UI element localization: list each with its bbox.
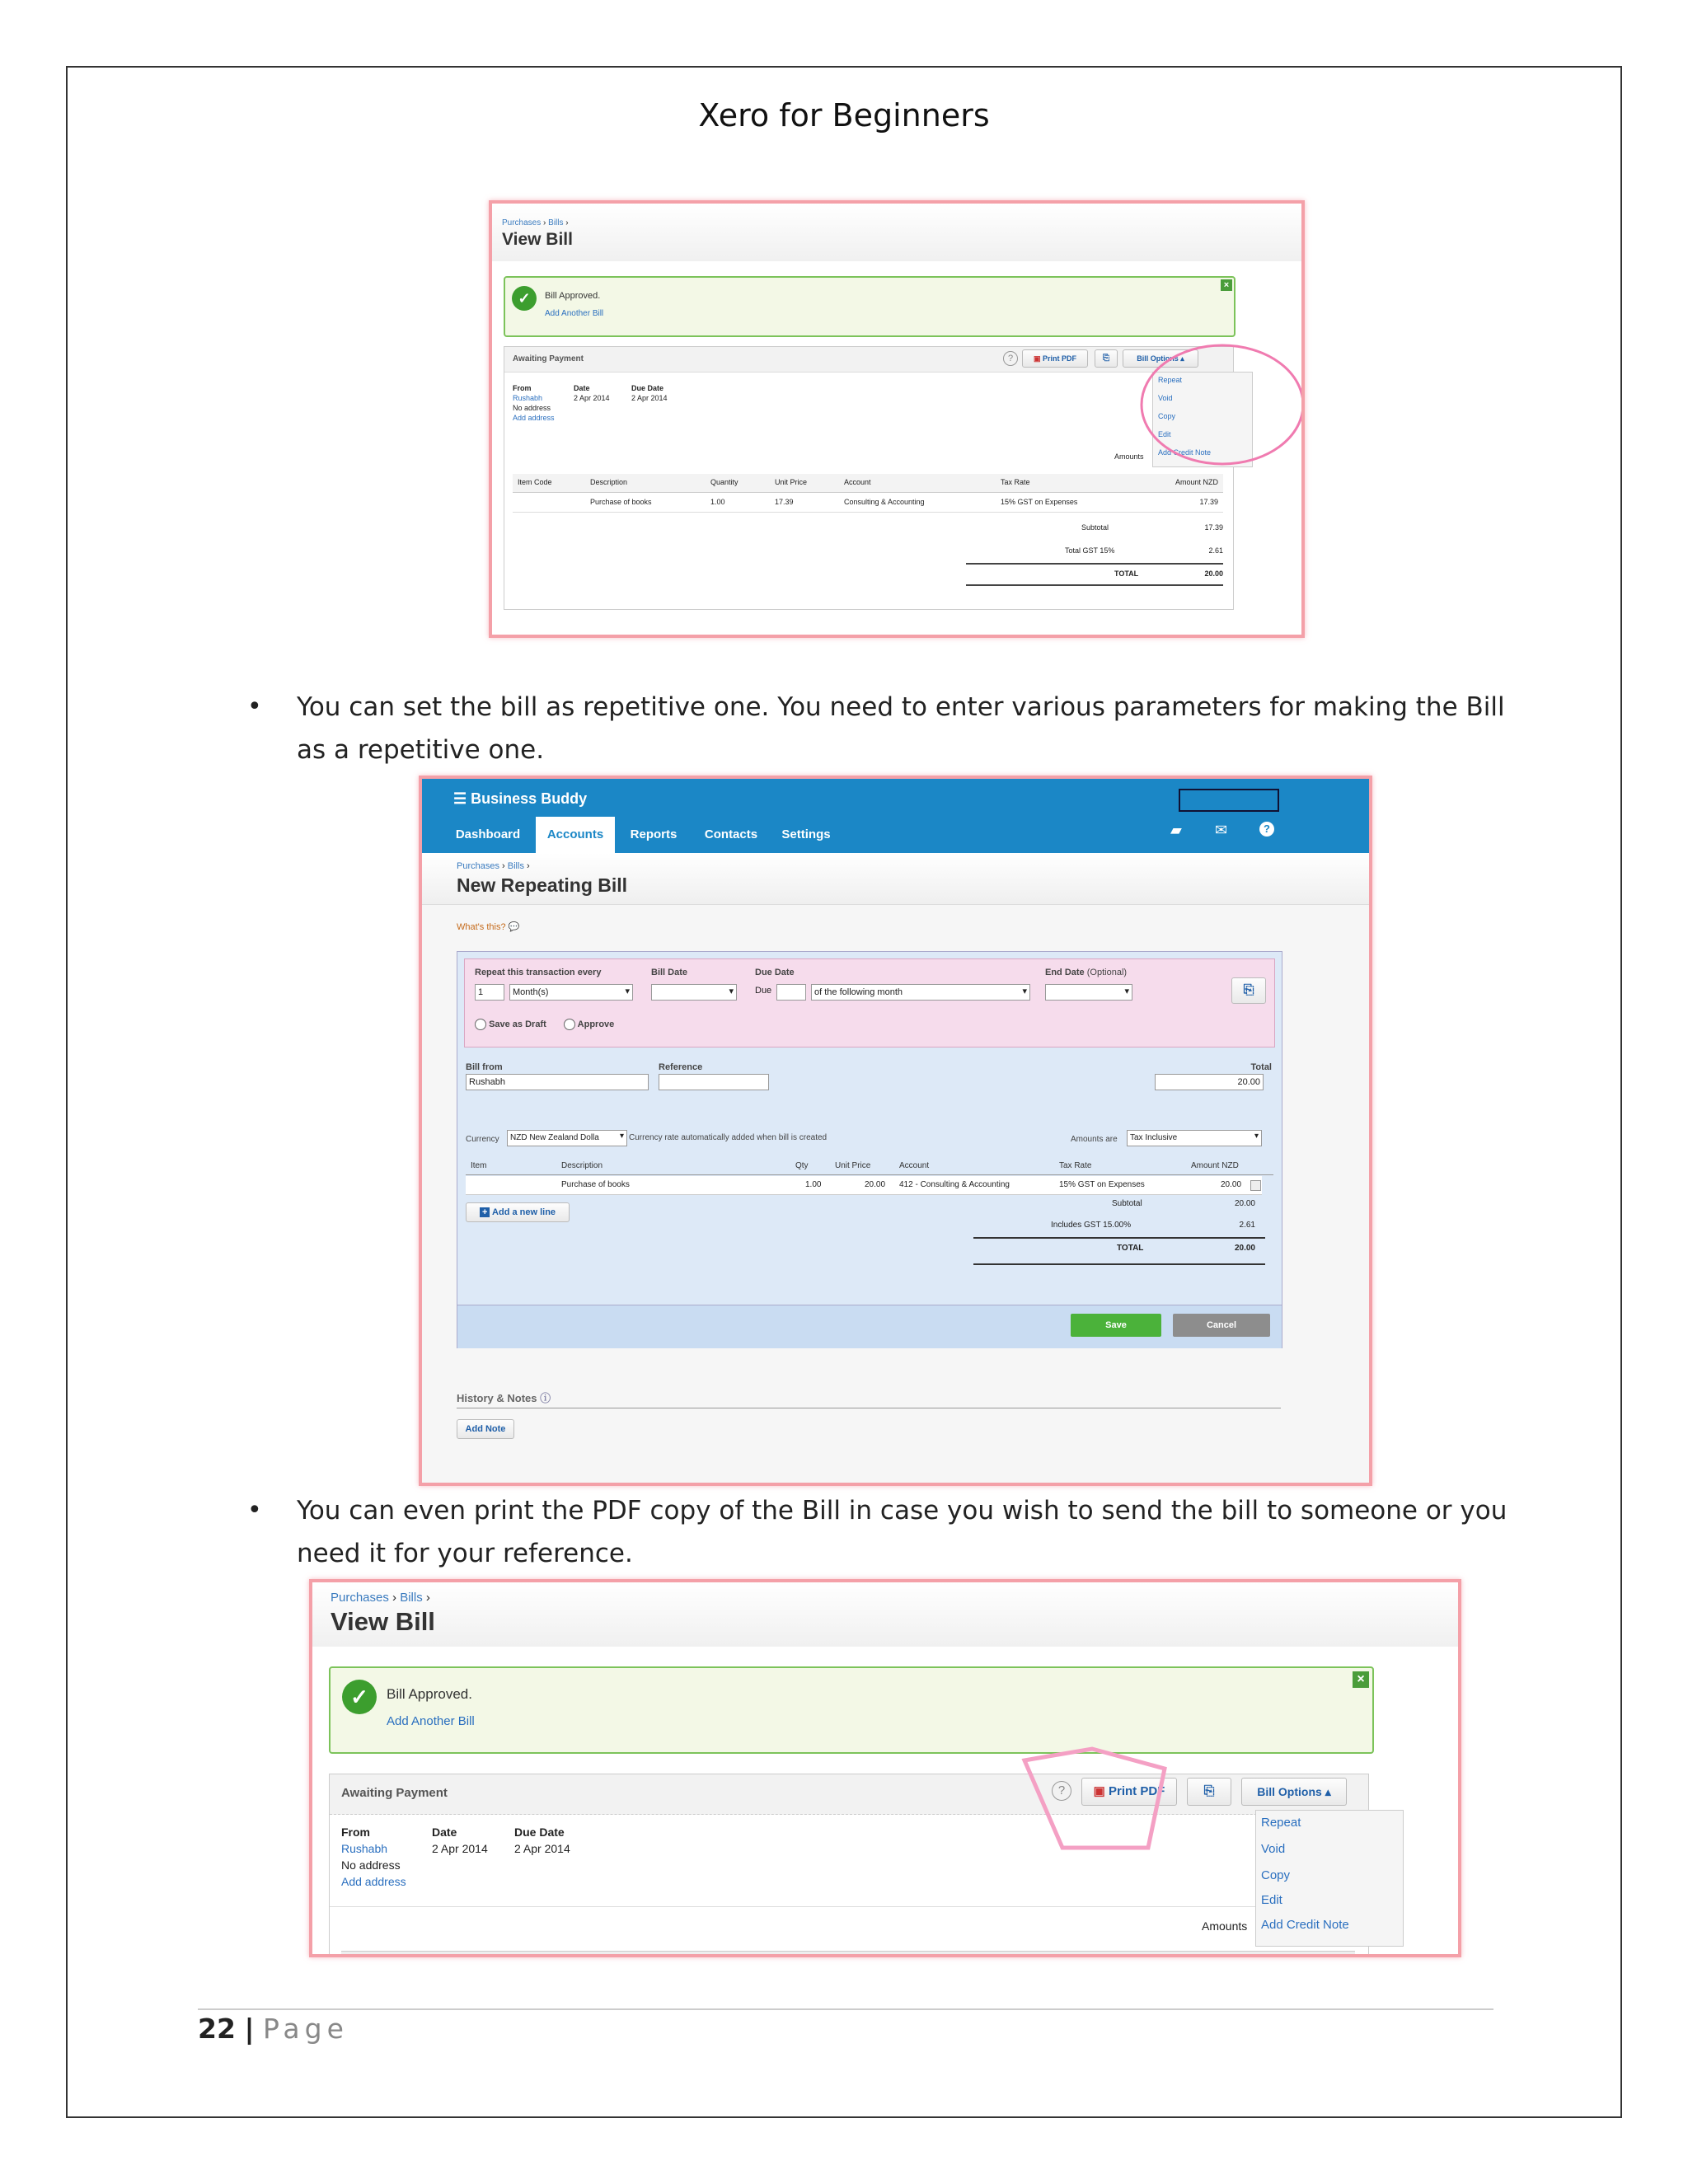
screenshot-new-repeating-bill (419, 776, 1372, 1486)
user-box[interactable] (1179, 789, 1279, 812)
close-icon[interactable]: × (1353, 1671, 1369, 1688)
menu-item-repeat[interactable]: Repeat (1261, 1816, 1301, 1830)
pdf-icon: ▣ (1033, 354, 1041, 363)
reference-label: Reference (659, 1062, 703, 1072)
menu-item-add-credit-note[interactable]: Add Credit Note (1261, 1918, 1349, 1932)
breadcrumb-sep: › (392, 1591, 397, 1605)
help-icon[interactable]: ⓘ (540, 1392, 551, 1404)
repeat-unit-select[interactable] (509, 984, 633, 1001)
due-prefix: Due (755, 986, 772, 996)
end-date-label (1045, 968, 1127, 977)
grand-total-label: TOTAL (1117, 1244, 1144, 1253)
add-new-line-label: Add a new line (492, 1207, 556, 1217)
gst-value: 2.61 (1239, 1221, 1255, 1230)
repeat-unit-value: Month(s) (513, 987, 549, 997)
bill-from-label: Bill from (466, 1062, 503, 1072)
from-value-link[interactable]: Rushabh (513, 394, 543, 402)
due-date-value: 2 Apr 2014 (631, 394, 668, 402)
repeat-count-input[interactable]: 1 (475, 984, 504, 1001)
save-as-draft-label: Save as Draft (489, 1019, 546, 1029)
bill-from-input[interactable]: Rushabh (466, 1074, 649, 1090)
amounts-are-label: Amounts are (1071, 1135, 1118, 1144)
chevron-down-icon: ▾ (1124, 987, 1129, 996)
mail-icon[interactable]: ✉ (1215, 822, 1228, 838)
breadcrumb-purchases[interactable]: Purchases (457, 861, 499, 871)
breadcrumb-sep: › (502, 861, 505, 871)
history-notes-header (457, 1390, 1281, 1408)
page-title: New Repeating Bill (457, 874, 628, 896)
menu-item-add-credit-note[interactable]: Add Credit Note (1158, 448, 1212, 457)
delete-row-checkbox[interactable] (1250, 1180, 1261, 1191)
col-description: Description (590, 478, 628, 486)
row-quantity: 1.00 (710, 498, 725, 506)
nav-settings[interactable]: Settings (781, 827, 831, 841)
end-date-optional: (Optional) (1086, 968, 1128, 977)
bullet-dot: • (247, 692, 262, 721)
menu-item-copy[interactable]: Copy (1158, 412, 1176, 420)
save-as-draft-radio[interactable] (475, 1019, 546, 1030)
screenshot-view-bill-large (309, 1579, 1461, 1957)
total-divider (973, 1263, 1265, 1265)
subtotal-value: 17.39 (1204, 523, 1223, 532)
gst-label: Includes GST 15.00% (1051, 1221, 1132, 1230)
print-pdf-label: Print PDF (1043, 354, 1077, 363)
total-value: 20.00 (1204, 569, 1223, 578)
menu-icon: ☰ (453, 790, 467, 807)
add-address-link[interactable]: Add address (341, 1875, 406, 1888)
approve-label: Approve (577, 1019, 615, 1029)
copy-icon[interactable]: ⎘ (1095, 349, 1118, 368)
close-icon[interactable]: × (1221, 279, 1232, 291)
radio-icon (475, 1019, 486, 1030)
col-description: Description (561, 1161, 603, 1170)
status-label: Awaiting Payment (341, 1786, 448, 1800)
page-header (422, 853, 1372, 905)
footer-divider (198, 2008, 1493, 2010)
add-another-bill-link[interactable]: Add Another Bill (387, 1714, 475, 1728)
date-label: Date (574, 384, 590, 392)
breadcrumb-purchases[interactable]: Purchases (502, 218, 542, 227)
amounts-are-select[interactable] (1127, 1130, 1262, 1146)
col-account: Account (899, 1161, 930, 1170)
total-divider (973, 1237, 1265, 1239)
row-description: Purchase of books (561, 1180, 630, 1189)
subtotal-label: Subtotal (1112, 1199, 1142, 1208)
col-qty: Qty (795, 1161, 809, 1170)
highlight-ellipse (492, 204, 1305, 638)
footer-separator: | (244, 2013, 255, 2045)
breadcrumb-sep: › (543, 218, 546, 227)
due-date-value: 2 Apr 2014 (514, 1842, 570, 1855)
col-unit-price: Unit Price (835, 1161, 871, 1170)
add-note-button[interactable]: Add Note (457, 1419, 514, 1439)
breadcrumb-bills[interactable]: Bills (507, 861, 524, 871)
bill-options-button[interactable]: Bill Options ▴ (1123, 349, 1198, 368)
gst-label: Total GST 15% (1065, 546, 1115, 555)
page-title: View Bill (502, 230, 573, 249)
currency-select[interactable] (507, 1130, 627, 1146)
bill-date-label: Bill Date (651, 968, 688, 977)
chevron-down-icon: ▾ (625, 987, 630, 996)
due-option-select[interactable] (811, 984, 1030, 1001)
row-tax-rate: 15% GST on Expenses (1059, 1180, 1145, 1189)
breadcrumb-purchases[interactable]: Purchases (331, 1591, 389, 1605)
whats-this-link[interactable] (457, 921, 519, 932)
help-icon[interactable]: ? (1003, 351, 1018, 366)
copy-icon[interactable]: ⎘ (1231, 977, 1266, 1004)
table-row[interactable] (466, 1176, 1262, 1195)
nav-reports[interactable]: Reports (630, 827, 678, 841)
approved-message: Bill Approved. (545, 291, 601, 301)
app-name: Business Buddy (471, 790, 588, 807)
nav-dashboard[interactable]: Dashboard (455, 827, 521, 841)
approved-message: Bill Approved. (387, 1686, 472, 1702)
currency-label: Currency (466, 1135, 499, 1144)
bill-options-label: Bill Options (1257, 1785, 1322, 1798)
bullet-dot: • (247, 1496, 262, 1525)
row-amount: 20.00 (1221, 1180, 1242, 1189)
end-date-select[interactable] (1045, 984, 1132, 1001)
total-input[interactable]: 20.00 (1155, 1074, 1264, 1090)
page-title: View Bill (331, 1607, 435, 1636)
bullet-text (297, 1489, 1550, 1575)
date-value: 2 Apr 2014 (574, 394, 610, 402)
status-label: Awaiting Payment (513, 354, 584, 363)
amounts-are-label: Amounts (1114, 452, 1144, 461)
whats-this-label: What's this? (457, 922, 506, 932)
grand-total-value: 20.00 (1234, 1244, 1255, 1253)
highlight-polygon (312, 1582, 1461, 1957)
from-value-link[interactable]: Rushabh (341, 1842, 388, 1855)
row-account: Consulting & Accounting (844, 498, 925, 506)
col-amount: Amount NZD (1191, 1161, 1239, 1170)
row-description: Purchase of books (590, 498, 652, 506)
breadcrumb-sep: › (425, 1591, 430, 1605)
help-icon[interactable]: ? (1052, 1781, 1071, 1801)
page-number: 22 (198, 2013, 236, 2045)
due-option-value: of the following month (814, 987, 903, 997)
gst-value: 2.61 (1208, 546, 1223, 555)
bullet-line-2: as a repetitive one. (297, 735, 545, 765)
breadcrumb-bills[interactable]: Bills (400, 1591, 423, 1605)
row-unit-price: 17.39 (775, 498, 794, 506)
row-qty: 1.00 (805, 1180, 822, 1189)
col-tax-rate: Tax Rate (1001, 478, 1030, 486)
amounts-are-label: Amounts (1202, 1919, 1248, 1933)
bill-date-select[interactable] (651, 984, 737, 1001)
table-header (466, 1158, 1273, 1175)
no-address: No address (341, 1858, 401, 1872)
due-date-label: Due Date (514, 1825, 565, 1839)
menu-item-copy[interactable]: Copy (1261, 1868, 1291, 1882)
speech-bubble-icon: 💬 (508, 922, 520, 932)
nav-contacts[interactable]: Contacts (704, 827, 758, 841)
breadcrumb (457, 861, 530, 871)
radio-icon (564, 1019, 575, 1030)
col-unit-price: Unit Price (775, 478, 808, 486)
breadcrumb-sep: › (565, 218, 569, 227)
row-amount: 17.39 (1199, 498, 1218, 506)
subtotal-label: Subtotal (1081, 523, 1109, 532)
chevron-down-icon: ▾ (729, 987, 734, 996)
breadcrumb-sep: › (527, 861, 530, 871)
bill-form (457, 951, 1282, 1348)
from-label: From (513, 384, 532, 392)
document-title: Xero for Beginners (698, 97, 990, 134)
due-date-label: Due Date (755, 968, 795, 977)
due-day-input[interactable] (776, 984, 806, 1001)
subtotal-value: 20.00 (1234, 1199, 1255, 1208)
check-icon: ✓ (512, 286, 537, 311)
add-new-line-button[interactable] (466, 1202, 570, 1222)
bullet-line-1: You can even print the PDF copy of the Bill in case you wish to send the bill to someone or you (297, 1496, 1507, 1526)
bullet-text (297, 686, 1550, 771)
col-tax-rate: Tax Rate (1059, 1161, 1092, 1170)
menu-item-repeat[interactable]: Repeat (1158, 376, 1183, 384)
col-quantity: Quantity (710, 478, 738, 486)
bullet-line-1: You can set the bill as repetitive one. You need to enter various parameters for making the Bill (297, 692, 1505, 722)
app-title[interactable] (453, 790, 587, 808)
page-label: Page (263, 2013, 349, 2045)
total-label: TOTAL (1114, 569, 1139, 578)
page-footer (198, 2013, 349, 2045)
pdf-icon: ▣ (1093, 1784, 1105, 1798)
date-label: Date (432, 1825, 457, 1839)
reference-input[interactable] (659, 1074, 769, 1090)
cancel-button[interactable]: Cancel (1173, 1314, 1270, 1337)
col-item: Item (471, 1161, 487, 1170)
chevron-down-icon: ▾ (1022, 987, 1027, 996)
form-footer (457, 1305, 1282, 1348)
bill-options-label: Bill Options (1137, 354, 1179, 363)
chevron-down-icon: ▾ (619, 1132, 624, 1141)
due-date-label: Due Date (631, 384, 664, 392)
row-account: 412 - Consulting & Accounting (899, 1180, 1010, 1189)
bill-options-button[interactable]: Bill Options ▴ (1241, 1778, 1347, 1806)
total-label: Total (1250, 1062, 1272, 1072)
folder-icon[interactable]: ▰ (1170, 822, 1182, 838)
repeat-settings (464, 958, 1275, 1047)
col-account: Account (844, 478, 871, 486)
copy-icon[interactable]: ⎘ (1187, 1778, 1231, 1806)
bullet-line-2: need it for your reference. (297, 1539, 633, 1568)
menu-item-void[interactable]: Void (1158, 394, 1173, 402)
plus-icon: + (480, 1207, 490, 1217)
no-address: No address (513, 404, 551, 412)
menu-item-edit[interactable]: Edit (1261, 1893, 1282, 1907)
repeat-label: Repeat this transaction every (475, 968, 602, 977)
end-date-label-text: End Date (1045, 968, 1085, 977)
currency-note: Currency rate automatically added when bill is created (629, 1133, 828, 1142)
screenshot-view-bill-small (489, 200, 1305, 638)
amounts-are-value: Tax Inclusive (1130, 1133, 1178, 1142)
col-amount: Amount NZD (1175, 478, 1218, 486)
col-item-code: Item Code (518, 478, 552, 486)
row-unit-price: 20.00 (865, 1180, 886, 1189)
from-label: From (341, 1825, 370, 1839)
add-another-bill-link[interactable]: Add Another Bill (545, 309, 604, 318)
currency-value: NZD New Zealand Dolla (510, 1133, 599, 1142)
approve-radio[interactable] (564, 1019, 614, 1030)
breadcrumb-bills[interactable]: Bills (548, 218, 564, 227)
help-icon[interactable]: ? (1259, 822, 1274, 837)
row-tax-rate: 15% GST on Expenses (1001, 498, 1078, 506)
chevron-down-icon: ▾ (1254, 1132, 1259, 1141)
nav-accounts[interactable]: Accounts (536, 817, 615, 853)
menu-item-void[interactable]: Void (1261, 1842, 1286, 1856)
history-notes-label: History & Notes (457, 1392, 537, 1404)
menu-item-edit[interactable]: Edit (1158, 430, 1171, 438)
app-header (422, 779, 1372, 853)
add-address-link[interactable]: Add address (513, 414, 555, 422)
save-button[interactable]: Save (1071, 1314, 1161, 1337)
date-value: 2 Apr 2014 (432, 1842, 488, 1855)
check-icon: ✓ (342, 1680, 377, 1714)
print-pdf-label: Print PDF (1109, 1784, 1165, 1798)
